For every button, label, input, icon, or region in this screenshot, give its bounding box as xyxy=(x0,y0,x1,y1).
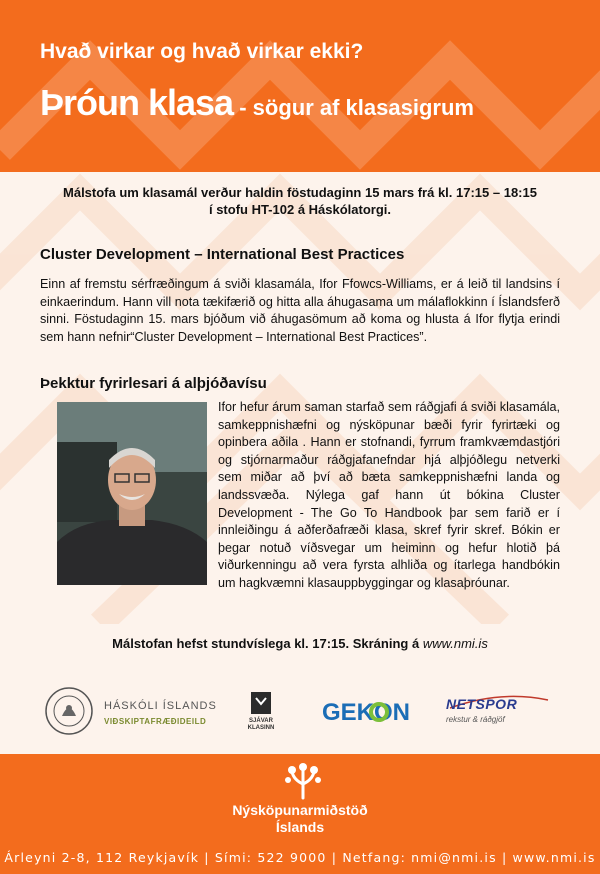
registration-link[interactable]: www.nmi.is xyxy=(422,636,488,651)
event-title xyxy=(40,82,474,124)
haskoli-islands-logo xyxy=(44,686,234,742)
registration-note xyxy=(0,636,600,651)
section-heading-speaker: Þekktur fyrirlesari á alþjóðavísu xyxy=(40,375,267,392)
announcement xyxy=(40,184,560,218)
netspor-text: NETSPOR xyxy=(446,696,518,712)
sk-line2: KLASINN xyxy=(247,725,275,731)
partner-logos xyxy=(0,676,600,754)
org-name-line1: Nýsköpunarmiðstöð xyxy=(232,802,368,818)
section-body-speaker: Ifor hefur árum saman starfað sem ráðgjafi á sviði klasamála, samkeppnishæfni og nýsköpunar bæði fyrir fyrirtæki og opinbera aðila . Hann er stofnandi, fyrrum framkvæmdastjóri og stjórnarmaður ráðgjafanefndar hjá alþjóðlegu netverki sem miðar að því að bæta samkeppnishæfni landa og landssvæða. Nýlega gaf hann út bókina Cluster Development - The Go To Handbook þar sem farið er í innleiðingu á aðferðafræði klasa, skref fyrir skref. Bókin er þegar notuð víðsvegar um heiminn og hefur hlotið þá viðurkenningu að vera fyrsta alhliða og ítarlega handbókin um hagkvæmni klasauppbyggingar og klasaþróunar. xyxy=(218,400,560,590)
title-rest: - sögur af klasasigrum xyxy=(233,95,474,120)
section-heading-cluster: Cluster Development – International Best Practices xyxy=(40,246,405,263)
organization-name xyxy=(0,802,600,836)
nmi-tree-icon xyxy=(284,762,322,800)
event-subtitle: Hvað virkar og hvað virkar ekki? xyxy=(40,40,364,63)
contact-info: Árleyni 2-8, 112 Reykjavík | Sími: 522 9000 | Netfang: nmi@nmi.is | www.nmi.is xyxy=(4,850,596,865)
registration-text: Málstofan hefst stundvíslega kl. 17:15. Skráning á xyxy=(112,636,423,651)
speaker-photo xyxy=(57,402,207,585)
org-name-line2: Íslands xyxy=(275,819,325,835)
content-panel xyxy=(0,172,600,624)
gekon-text: GEKON xyxy=(322,699,411,726)
announcement-line1: Málstofa um klasamál verður haldin föstudaginn 15 mars frá kl. 17:15 – 18:15 xyxy=(63,185,537,200)
header-band xyxy=(0,0,600,172)
announcement-line2: í stofu HT-102 á Háskólatorgi. xyxy=(208,202,392,217)
sk-line1: SJÁVAR xyxy=(249,718,273,724)
sjavarklasinn-icon xyxy=(244,690,278,716)
haskoli-name: HÁSKÓLI ÍSLANDS xyxy=(104,700,217,712)
speaker-portrait xyxy=(57,402,207,585)
section-body-cluster: Einn af fremstu sérfræðingum á sviði klasamála, Ifor Ffowcs-Williams, er á leið til landsins í einkaerindum. Hann vill nota tækifærið og hitta alla áhugasama um málaflokkinn í Íslandsferð sinni. Föstudaginn 15. mars bjóðum við áhugasömum að koma og hlusta á Ifor flytja erindi sem hann nefnir“Cluster Development – International Best Practices”. xyxy=(40,277,560,344)
netspor-logo xyxy=(440,696,550,730)
sjavarklasinn-text xyxy=(244,718,278,732)
gekon-logo xyxy=(322,698,412,726)
netspor-subtitle: rekstur & ráðgjöf xyxy=(446,715,505,724)
gekon-wordmark xyxy=(322,698,412,726)
title-main: Þróun klasa xyxy=(40,82,234,123)
university-seal-icon xyxy=(44,686,94,736)
footer-band xyxy=(0,754,600,874)
sjavarklasinn-logo xyxy=(244,690,278,734)
haskoli-department: VIÐSKIPTAFRÆÐIDEILD xyxy=(104,717,207,726)
